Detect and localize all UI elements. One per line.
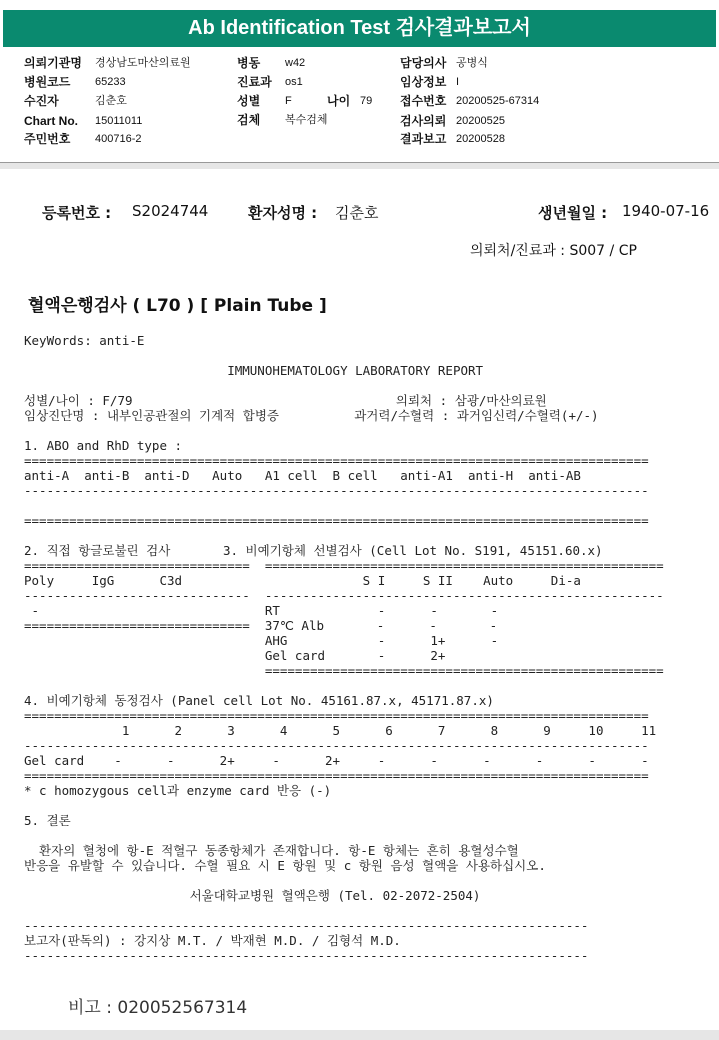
report-line bbox=[24, 498, 664, 513]
report-line: =================================================================================== bbox=[24, 453, 649, 468]
report-line: 서울대학교병원 혈액은행 (Tel. 02-2072-2504) bbox=[24, 888, 481, 903]
header-value: os1 bbox=[285, 76, 303, 88]
header-value: 20200525-67314 bbox=[456, 95, 540, 107]
report-line bbox=[24, 378, 664, 393]
report-line: ============================== 37℃ Alb - - - bbox=[24, 618, 498, 633]
report-line: Gel card - - 2+ - 2+ - - - - - - bbox=[24, 753, 649, 768]
report-body bbox=[24, 333, 664, 963]
report-line: 보고자(판독의) : 강지상 M.T. / 박재현 M.D. / 김형석 M.D. bbox=[24, 933, 401, 948]
report-line: 4. 비예기항체 동정검사 (Panel cell Lot No. 45161.87.x, 45171.87.x) bbox=[24, 693, 494, 708]
header-label: 주민번호 bbox=[24, 132, 71, 146]
report-line: KeyWords: anti-E bbox=[24, 333, 145, 348]
header-value: w42 bbox=[285, 57, 306, 69]
header-value: 복수검체 bbox=[285, 114, 328, 126]
report-line: ------------------------------ ----------------------------------------------------- bbox=[24, 588, 664, 603]
report-line: ============================== ===================================================== bbox=[24, 558, 664, 573]
report-line bbox=[24, 678, 664, 693]
report-line: - RT - - - bbox=[24, 603, 499, 618]
report-line bbox=[24, 798, 664, 813]
header-label: Chart No. bbox=[24, 114, 78, 128]
header-value: I bbox=[456, 76, 460, 88]
report-line: 반응을 유발할 수 있습니다. 수혈 필요 시 E 항원 및 c 항원 음성 혈액을 사용하십시오. bbox=[24, 858, 546, 873]
report-line: =================================================================================== bbox=[24, 768, 649, 783]
header-value: 경상남도마산의료원 bbox=[95, 57, 191, 69]
report-line: ===================================================== bbox=[24, 663, 664, 678]
report-line: 2. 직접 항글로불린 검사 3. 비예기항체 선별검사 (Cell Lot No. S191, 45151.60.x) bbox=[24, 543, 603, 558]
department: 의뢰처/진료과 : S007 / CP bbox=[470, 243, 637, 259]
report-line: 환자의 혈청에 항-E 적혈구 동종항체가 존재합니다. 항-E 항체는 흔히 용혈성수혈 bbox=[24, 843, 519, 858]
header-label: 성별 bbox=[237, 94, 261, 108]
report-line bbox=[24, 873, 664, 888]
report-line bbox=[24, 528, 664, 543]
header-label: 결과보고 bbox=[400, 132, 447, 146]
section-title: 혈액은행검사 ( L70 ) [ Plain Tube ] bbox=[28, 296, 327, 316]
birth-date-label: 생년월일 : bbox=[538, 204, 608, 222]
header-label: 담당의사 bbox=[400, 56, 447, 70]
report-line bbox=[24, 423, 664, 438]
report-line bbox=[24, 903, 664, 918]
report-line: AHG - 1+ - bbox=[24, 633, 499, 648]
report-line: --------------------------------------------------------------------------- bbox=[24, 948, 589, 963]
report-line: ----------------------------------------------------------------------------------- bbox=[24, 483, 649, 498]
registration-label: 등록번호 : bbox=[42, 204, 112, 222]
header-label: 의뢰기관명 bbox=[24, 56, 82, 70]
report-line bbox=[24, 828, 664, 843]
birth-date: 1940-07-16 bbox=[622, 202, 710, 220]
bottom-divider bbox=[0, 1030, 719, 1040]
header-value: 15011011 bbox=[95, 115, 143, 127]
header-label: 수진자 bbox=[24, 94, 59, 108]
report-line: 성별/나이 : F/79 의뢰처 : 삼광/마산의료원 bbox=[24, 393, 547, 408]
header-label: 진료과 bbox=[237, 75, 272, 89]
title-bar bbox=[0, 0, 719, 48]
header-label: 접수번호 bbox=[400, 94, 447, 108]
header-value: 65233 bbox=[95, 76, 126, 88]
patient-name: 김춘호 bbox=[335, 204, 379, 222]
report-line bbox=[24, 348, 664, 363]
report-title: Ab Identification Test 검사결과보고서 bbox=[3, 10, 716, 47]
report-line: ----------------------------------------------------------------------------------- bbox=[24, 738, 649, 753]
registration-number: S2024744 bbox=[132, 202, 209, 220]
report-line: 1 2 3 4 5 6 7 8 9 10 11 bbox=[24, 723, 657, 738]
report-line: =================================================================================== bbox=[24, 708, 649, 723]
header-value: 20200525 bbox=[456, 115, 505, 127]
patient-name-label: 환자성명 : bbox=[248, 204, 318, 222]
header-label: 검사의뢰 bbox=[400, 114, 447, 128]
remark: 비고 : 020052567314 bbox=[68, 998, 248, 1018]
report-line: =================================================================================== bbox=[24, 513, 649, 528]
header-label: 임상정보 bbox=[400, 75, 447, 89]
section-divider bbox=[0, 162, 719, 169]
header-value: 20200528 bbox=[456, 133, 505, 145]
report-line: 1. ABO and RhD type : bbox=[24, 438, 183, 453]
report-line: --------------------------------------------------------------------------- bbox=[24, 918, 589, 933]
header-value: 79 bbox=[360, 95, 373, 107]
report-line: Gel card - 2+ bbox=[24, 648, 446, 663]
header-value: F bbox=[285, 95, 292, 107]
report-line: Poly IgG C3d S I S II Auto Di-a bbox=[24, 573, 581, 588]
report-line: anti-A anti-B anti-D Auto A1 cell B cell anti-A1 anti-H anti-AB bbox=[24, 468, 581, 483]
header-value: 김춘호 bbox=[95, 95, 127, 107]
header-label: 병원코드 bbox=[24, 75, 71, 89]
header-label: 검체 bbox=[237, 113, 261, 127]
report-line: * c homozygous cell과 enzyme card 반응 (-) bbox=[24, 783, 332, 798]
header-value: 400716-2 bbox=[95, 133, 142, 145]
header-value: 공병식 bbox=[456, 57, 488, 69]
header-label: 병동 bbox=[237, 56, 261, 70]
header-label: 나이 bbox=[327, 94, 351, 108]
report-line: 5. 결론 bbox=[24, 813, 71, 828]
report-line: 임상진단명 : 내부인공관절의 기계적 합병증 과거력/수혈력 : 과거임신력/수혈력(+/-) bbox=[24, 408, 599, 423]
report-line: IMMUNOHEMATOLOGY LABORATORY REPORT bbox=[24, 363, 484, 378]
